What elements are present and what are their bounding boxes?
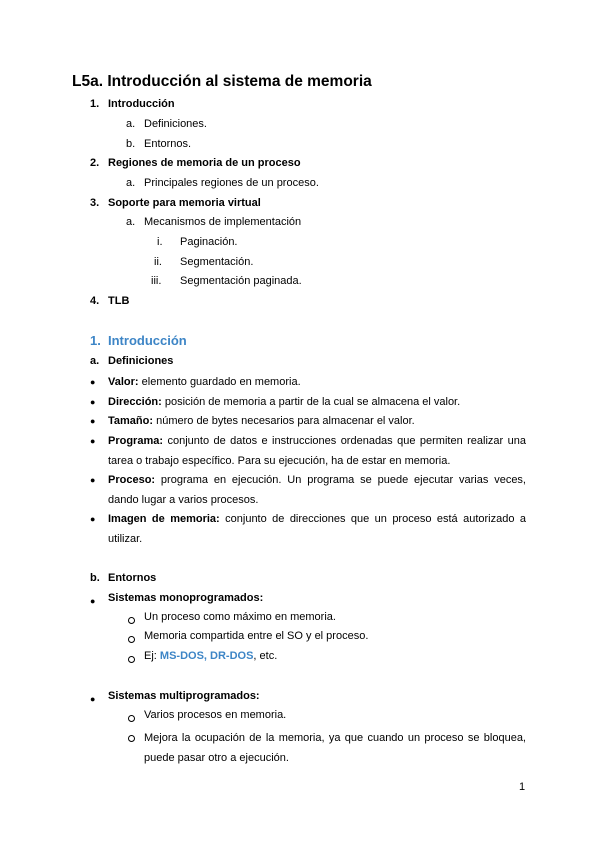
toc-subitem-number: b. [126, 138, 136, 150]
circle-bullet-icon [128, 636, 135, 643]
section-heading-introduccion: Introducción [108, 333, 187, 348]
definition-text: número de bytes necesarios para almacenar el valor. [153, 415, 415, 427]
example-dr-dos: DR-DOS [210, 650, 254, 662]
bullet-icon: ● [90, 475, 96, 485]
multi-item: Varios procesos en memoria. [144, 709, 287, 721]
definition-term: Imagen de memoria: [108, 513, 220, 525]
definition-term: Valor: [108, 376, 139, 388]
toc-subitem-mecanismos: Mecanismos de implementación [144, 216, 302, 228]
toc-item-introduccion: Introducción [108, 98, 175, 110]
subsection-heading-entornos: Entornos [108, 572, 157, 584]
definition-text: programa en ejecución. Un programa se puede ejecutar varias veces, dando lugar a varios procesos. [108, 474, 526, 506]
toc-item-number: 1. [90, 98, 100, 110]
toc-subitem-number: a. [126, 177, 136, 189]
circle-bullet-icon [128, 617, 135, 624]
bullet-icon: ● [90, 514, 96, 524]
definition-term: Dirección: [108, 396, 162, 408]
toc-item-number: 3. [90, 197, 100, 209]
mono-item: Un proceso como máximo en memoria. [144, 611, 336, 623]
bullet-icon: ● [90, 596, 96, 606]
definition-term: Programa: [108, 435, 164, 447]
circle-bullet-icon [128, 656, 135, 663]
definition-item [108, 471, 526, 510]
subsection-number: b. [90, 572, 100, 584]
toc-item-soporte: Soporte para memoria virtual [108, 197, 261, 209]
example-suffix: , etc. [253, 650, 278, 662]
example-prefix: Ej: [144, 650, 160, 662]
mono-example [144, 650, 277, 662]
toc-subitem-definiciones: Definiciones. [144, 118, 207, 130]
toc-subsubitem-segmentacion-paginada: Segmentación paginada. [180, 275, 302, 287]
toc-subitem-principales-regiones: Principales regiones de un proceso. [144, 177, 319, 189]
definition-item [108, 373, 526, 393]
toc-subsubitem-segmentacion: Segmentación. [180, 256, 254, 268]
definition-term: Tamaño: [108, 415, 154, 427]
definition-item [108, 412, 526, 432]
toc-item-number: 2. [90, 157, 100, 169]
subsection-heading-definiciones: Definiciones [108, 355, 174, 367]
section-number: 1. [90, 333, 101, 348]
example-separator: , [203, 650, 211, 662]
definition-item [108, 510, 526, 549]
toc-subitem-entornos: Entornos. [144, 138, 192, 150]
toc-subsubitem-number: ii. [154, 256, 162, 268]
bullet-icon: ● [90, 397, 96, 407]
mono-item: Memoria compartida entre el SO y el proceso. [144, 630, 369, 642]
toc-subsubitem-number: iii. [151, 275, 162, 287]
bullet-icon: ● [90, 416, 96, 426]
toc-subitem-number: a. [126, 216, 136, 228]
definition-text: elemento guardado en memoria. [138, 376, 301, 388]
mono-heading: Sistemas monoprogramados: [108, 592, 264, 604]
bullet-icon: ● [90, 694, 96, 704]
page-number: 1 [519, 781, 526, 793]
page-title: L5a. Introducción al sistema de memoria [72, 73, 372, 90]
definition-text: conjunto de direcciones que un proceso está autorizado a utilizar. [108, 513, 526, 545]
example-ms-dos: MS-DOS [159, 650, 204, 662]
toc-subsubitem-paginacion: Paginación. [180, 236, 238, 248]
definition-text: posición de memoria a partir de la cual se almacena el valor. [161, 396, 461, 408]
toc-item-tlb: TLB [108, 295, 130, 307]
bullet-icon: ● [90, 377, 96, 387]
toc-item-number: 4. [90, 295, 100, 307]
toc-subsubitem-number: i. [157, 236, 163, 248]
bullet-icon: ● [90, 436, 96, 446]
multi-heading: Sistemas multiprogramados: [108, 690, 260, 702]
toc-subitem-number: a. [126, 118, 136, 130]
definition-item [108, 432, 526, 471]
multi-item: Mejora la ocupación de la memoria, ya que cuando un proceso se bloquea, puede pasar otro a ejecución. [144, 732, 526, 764]
subsection-number: a. [90, 355, 100, 367]
definition-item [108, 393, 526, 413]
definition-text: conjunto de datos e instrucciones ordenadas que permiten realizar una tarea o trabajo específico. Para su ejecución, ha de estar en memoria. [108, 435, 526, 467]
definition-term: Proceso: [108, 474, 156, 486]
circle-bullet-icon [128, 715, 135, 722]
toc-item-regiones: Regiones de memoria de un proceso [108, 157, 301, 169]
circle-bullet-icon [128, 735, 135, 742]
